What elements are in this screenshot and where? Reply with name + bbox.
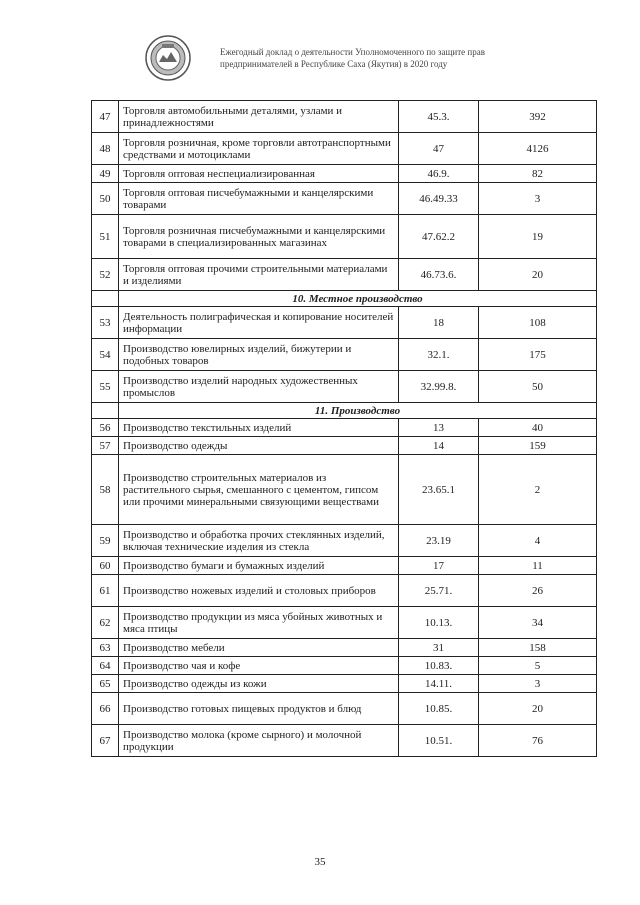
okved-code: 14 bbox=[399, 437, 479, 455]
activity-name: Производство одежды из кожи bbox=[119, 675, 399, 693]
activity-name: Торговля розничная, кроме торговли автотранспортными средствами и мотоциклами bbox=[119, 133, 399, 165]
activity-name: Торговля оптовая неспециализированная bbox=[119, 165, 399, 183]
activity-name: Производство мебели bbox=[119, 639, 399, 657]
activity-name: Торговля оптовая писчебумажными и канцелярскими товарами bbox=[119, 183, 399, 215]
count-value: 2 bbox=[479, 455, 597, 525]
activity-name: Производство бумаги и бумажных изделий bbox=[119, 557, 399, 575]
okved-code: 45.3. bbox=[399, 101, 479, 133]
okved-code: 31 bbox=[399, 639, 479, 657]
page-header bbox=[144, 34, 544, 84]
table-row bbox=[92, 693, 597, 725]
okved-code: 23.65.1 bbox=[399, 455, 479, 525]
table-row bbox=[92, 639, 597, 657]
okved-code: 23.19 bbox=[399, 525, 479, 557]
okved-code: 17 bbox=[399, 557, 479, 575]
row-number: 56 bbox=[92, 419, 119, 437]
activity-name: Производство одежды bbox=[119, 437, 399, 455]
row-number: 48 bbox=[92, 133, 119, 165]
coat-of-arms-icon bbox=[144, 34, 192, 82]
count-value: 76 bbox=[479, 725, 597, 757]
count-value: 19 bbox=[479, 215, 597, 259]
table-row bbox=[92, 657, 597, 675]
row-number: 62 bbox=[92, 607, 119, 639]
table-row bbox=[92, 183, 597, 215]
table-row bbox=[92, 607, 597, 639]
count-value: 392 bbox=[479, 101, 597, 133]
okved-code: 10.85. bbox=[399, 693, 479, 725]
table-row bbox=[92, 133, 597, 165]
table-row bbox=[92, 307, 597, 339]
count-value: 50 bbox=[479, 371, 597, 403]
activity-name: Деятельность полиграфическая и копирование носителей информации bbox=[119, 307, 399, 339]
count-value: 11 bbox=[479, 557, 597, 575]
table-row bbox=[92, 437, 597, 455]
okved-code: 10.83. bbox=[399, 657, 479, 675]
row-number: 67 bbox=[92, 725, 119, 757]
count-value: 159 bbox=[479, 437, 597, 455]
okved-code: 25.71. bbox=[399, 575, 479, 607]
table-row bbox=[92, 419, 597, 437]
count-value: 82 bbox=[479, 165, 597, 183]
row-number: 53 bbox=[92, 307, 119, 339]
count-value: 4126 bbox=[479, 133, 597, 165]
table-row bbox=[92, 215, 597, 259]
row-number: 52 bbox=[92, 259, 119, 291]
count-value: 3 bbox=[479, 675, 597, 693]
row-number: 63 bbox=[92, 639, 119, 657]
section-title: 10. Местное производство bbox=[119, 291, 597, 307]
section-header-row bbox=[92, 291, 597, 307]
count-value: 26 bbox=[479, 575, 597, 607]
activity-name: Производство чая и кофе bbox=[119, 657, 399, 675]
section-empty-cell bbox=[92, 403, 119, 419]
count-value: 34 bbox=[479, 607, 597, 639]
row-number: 47 bbox=[92, 101, 119, 133]
row-number: 64 bbox=[92, 657, 119, 675]
activity-name: Производство продукции из мяса убойных животных и мяса птицы bbox=[119, 607, 399, 639]
table-row bbox=[92, 455, 597, 525]
table-row bbox=[92, 525, 597, 557]
count-value: 5 bbox=[479, 657, 597, 675]
count-value: 4 bbox=[479, 525, 597, 557]
count-value: 20 bbox=[479, 259, 597, 291]
activity-table bbox=[91, 100, 597, 757]
okved-code: 47 bbox=[399, 133, 479, 165]
activity-name: Производство ювелирных изделий, бижутерии и подобных товаров bbox=[119, 339, 399, 371]
row-number: 59 bbox=[92, 525, 119, 557]
table-row bbox=[92, 165, 597, 183]
okved-code: 32.1. bbox=[399, 339, 479, 371]
section-empty-cell bbox=[92, 291, 119, 307]
activity-name: Производство и обработка прочих стеклянных изделий, включая технические изделия из стекла bbox=[119, 525, 399, 557]
count-value: 108 bbox=[479, 307, 597, 339]
table-row bbox=[92, 101, 597, 133]
row-number: 54 bbox=[92, 339, 119, 371]
okved-code: 46.49.33 bbox=[399, 183, 479, 215]
table-row bbox=[92, 575, 597, 607]
table-row bbox=[92, 675, 597, 693]
okved-code: 32.99.8. bbox=[399, 371, 479, 403]
row-number: 51 bbox=[92, 215, 119, 259]
activity-name: Торговля оптовая прочими строительными материалами и изделиями bbox=[119, 259, 399, 291]
activity-table-body bbox=[92, 101, 597, 757]
row-number: 57 bbox=[92, 437, 119, 455]
okved-code: 18 bbox=[399, 307, 479, 339]
header-line-1: Ежегодный доклад о деятельности Уполномоченного по защите прав bbox=[220, 47, 485, 57]
activity-name: Производство изделий народных художественных промыслов bbox=[119, 371, 399, 403]
table-row bbox=[92, 259, 597, 291]
activity-name: Производство ножевых изделий и столовых приборов bbox=[119, 575, 399, 607]
okved-code: 14.11. bbox=[399, 675, 479, 693]
count-value: 158 bbox=[479, 639, 597, 657]
row-number: 50 bbox=[92, 183, 119, 215]
activity-name: Производство строительных материалов из растительного сырья, смешанного с цементом, гипсом или прочими минеральными связующими веществами bbox=[119, 455, 399, 525]
table-row bbox=[92, 339, 597, 371]
okved-code: 46.73.6. bbox=[399, 259, 479, 291]
section-header-row bbox=[92, 403, 597, 419]
activity-name: Производство готовых пищевых продуктов и блюд bbox=[119, 693, 399, 725]
count-value: 20 bbox=[479, 693, 597, 725]
okved-code: 10.13. bbox=[399, 607, 479, 639]
table-row bbox=[92, 371, 597, 403]
okved-code: 47.62.2 bbox=[399, 215, 479, 259]
okved-code: 46.9. bbox=[399, 165, 479, 183]
count-value: 3 bbox=[479, 183, 597, 215]
activity-name: Производство молока (кроме сырного) и молочной продукции bbox=[119, 725, 399, 757]
okved-code: 13 bbox=[399, 419, 479, 437]
header-text bbox=[220, 46, 485, 70]
okved-code: 10.51. bbox=[399, 725, 479, 757]
row-number: 49 bbox=[92, 165, 119, 183]
row-number: 61 bbox=[92, 575, 119, 607]
activity-name: Торговля автомобильными деталями, узлами и принадлежностями bbox=[119, 101, 399, 133]
page-number: 35 bbox=[314, 856, 326, 868]
row-number: 66 bbox=[92, 693, 119, 725]
row-number: 60 bbox=[92, 557, 119, 575]
header-line-2: предпринимателей в Республике Саха (Якутия) в 2020 году bbox=[220, 59, 448, 69]
table-row bbox=[92, 557, 597, 575]
row-number: 55 bbox=[92, 371, 119, 403]
count-value: 40 bbox=[479, 419, 597, 437]
table-row bbox=[92, 725, 597, 757]
activity-name: Производство текстильных изделий bbox=[119, 419, 399, 437]
section-title: 11. Производство bbox=[119, 403, 597, 419]
activity-name: Торговля розничная писчебумажными и канцелярскими товарами в специализированных магазинах bbox=[119, 215, 399, 259]
row-number: 65 bbox=[92, 675, 119, 693]
row-number: 58 bbox=[92, 455, 119, 525]
count-value: 175 bbox=[479, 339, 597, 371]
